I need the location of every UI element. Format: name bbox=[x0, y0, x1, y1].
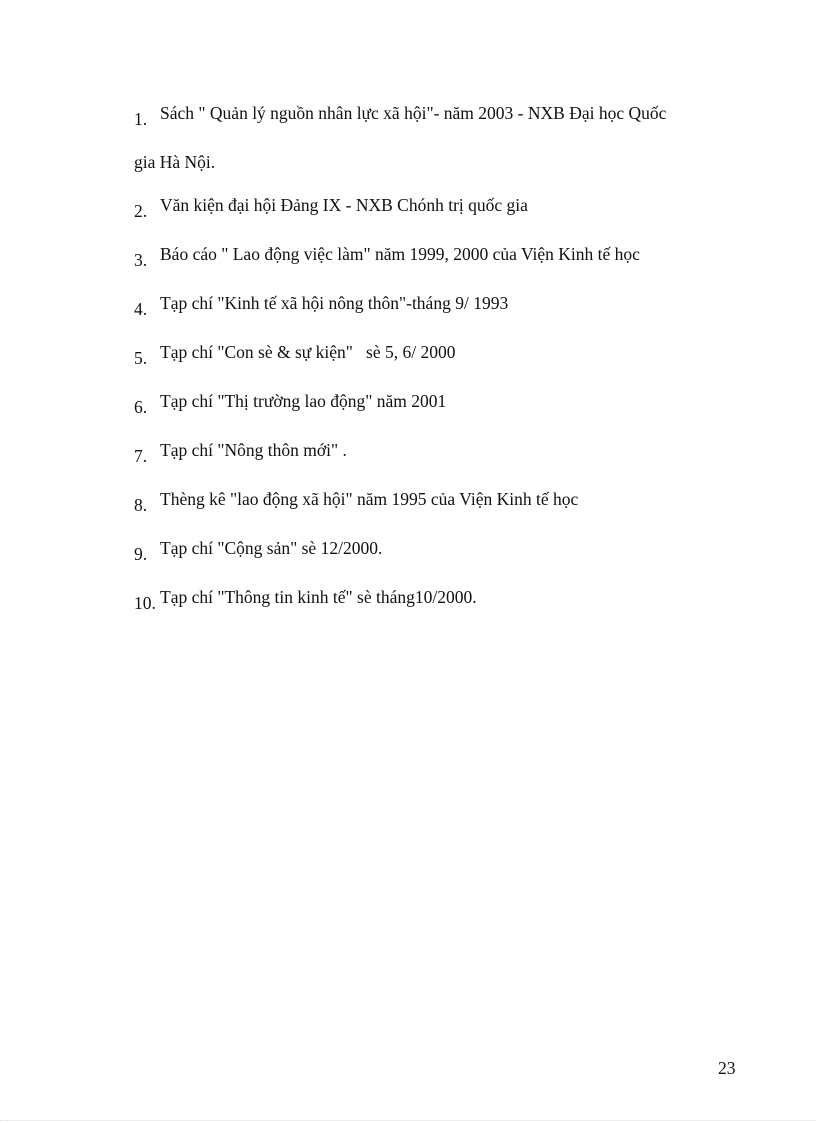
reference-number: 9. bbox=[134, 544, 148, 564]
reference-list bbox=[134, 92, 734, 625]
reference-text: Tạp chí "Con sè & sự kiện" sè 5, 6/ 2000 bbox=[160, 342, 456, 362]
reference-text: Báo cáo " Lao động việc làm" năm 1999, 2000 của Viện Kinh tế học bbox=[160, 244, 640, 264]
reference-item bbox=[134, 92, 734, 184]
reference-text: Tạp chí "Kinh tế xã hội nông thôn"-tháng 9/ 1993 bbox=[160, 293, 509, 313]
reference-number: 10. bbox=[134, 593, 156, 613]
reference-text: Tạp chí "Thông tin kinh tế" sè tháng10/2000. bbox=[160, 587, 477, 607]
reference-item bbox=[134, 429, 734, 478]
reference-item bbox=[134, 527, 734, 576]
reference-text: Tạp chí "Thị trường lao động" năm 2001 bbox=[160, 391, 447, 411]
reference-text: Tạp chí "Nông thôn mới" . bbox=[160, 440, 347, 460]
reference-item bbox=[134, 478, 734, 527]
reference-number: 2. bbox=[134, 201, 148, 221]
reference-number: 1. bbox=[134, 109, 148, 129]
reference-number: 6. bbox=[134, 397, 148, 417]
reference-item bbox=[134, 282, 734, 331]
reference-text: Thèng kê "lao động xã hội" năm 1995 của Viện Kinh tế học bbox=[160, 489, 579, 509]
reference-item bbox=[134, 380, 734, 429]
reference-item bbox=[134, 331, 734, 380]
page-number: 23 bbox=[718, 1058, 736, 1078]
reference-number: 7. bbox=[134, 446, 148, 466]
reference-text-continuation: gia Hà Nội. bbox=[134, 152, 216, 172]
reference-item bbox=[134, 576, 734, 625]
reference-item bbox=[134, 233, 734, 282]
reference-text: Tạp chí "Cộng sản" sè 12/2000. bbox=[160, 538, 383, 558]
reference-number: 4. bbox=[134, 299, 148, 319]
reference-item bbox=[134, 184, 734, 233]
reference-number: 3. bbox=[134, 250, 148, 270]
reference-text: Văn kiện đại hội Đảng IX - NXB Chónh trị quốc gia bbox=[160, 195, 528, 215]
reference-text: Sách " Quản lý nguồn nhân lực xã hội"- năm 2003 - NXB Đại học Quốc bbox=[160, 103, 667, 123]
reference-number: 5. bbox=[134, 348, 148, 368]
page-bottom-divider bbox=[0, 1120, 816, 1121]
reference-number: 8. bbox=[134, 495, 148, 515]
